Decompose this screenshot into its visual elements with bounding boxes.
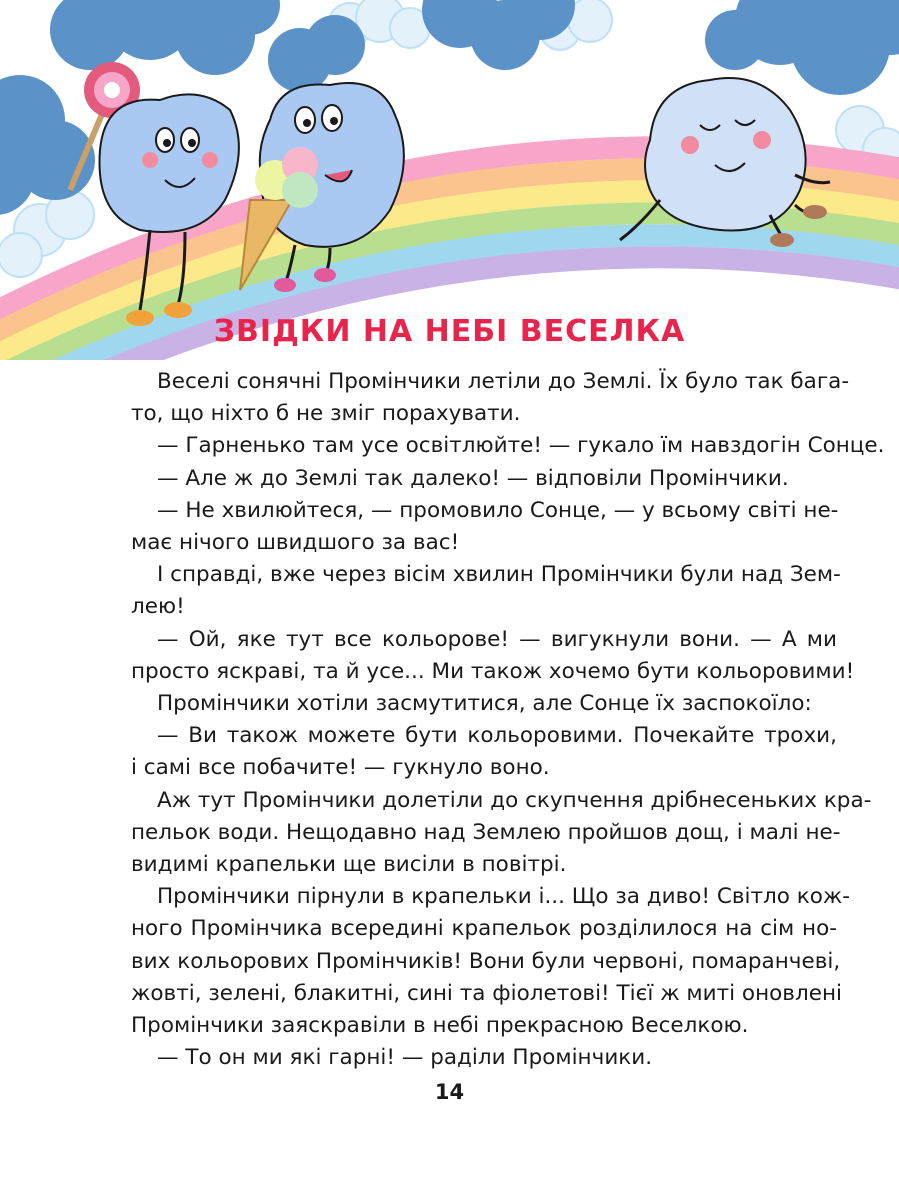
- text-line: жовті, зелені, блакитні, сині та фіолетові! Тієї ж миті оновлені: [131, 980, 842, 1006]
- text-line: і самі все побачите! — гукнуло воно.: [131, 755, 550, 781]
- rainbow-clouds-illustration: [0, 0, 899, 360]
- text-line: просто яскраві, та й усе... Ми також хочемо бути кольоровими!: [131, 658, 855, 684]
- text-line: видимі крапельки ще висіли в повітрі.: [131, 852, 567, 878]
- text-line: ного Промінчика всередині крапельок розділилося на сім но-: [131, 916, 837, 942]
- paragraph: [131, 785, 872, 882]
- text-line: то, що ніхто б не зміг порахувати.: [131, 401, 521, 427]
- paragraph: [131, 430, 885, 462]
- text-line: лею!: [131, 594, 185, 620]
- text-line: Промінчики пірнули в крапельки і... Що за диво! Світло кож-: [157, 884, 851, 910]
- paragraph: [131, 463, 837, 495]
- text-line: — Але ж до Землі так далеко! — відповіли Промінчики.: [157, 465, 789, 491]
- text-line: — Ой, яке тут все кольорове! — вигукнули вони. — А ми: [157, 626, 837, 652]
- paragraph: [131, 688, 837, 720]
- text-line: Промінчики хотіли засмутитися, але Сонце їх заспокоїло:: [157, 691, 812, 717]
- paragraph: [131, 720, 837, 784]
- paragraph: [131, 1042, 837, 1074]
- story-title: ЗВІДКИ НА НЕБІ ВЕСЕЛКА: [213, 314, 686, 349]
- paragraph: [131, 366, 850, 430]
- text-line: — Не хвилюйтеся, — промовило Сонце, — у всьому світі не-: [157, 497, 839, 523]
- story-text: [131, 366, 885, 1074]
- text-line: — Ви також можете бути кольоровими. Почекайте трохи,: [157, 723, 837, 749]
- text-line: Аж тут Промінчики долетіли до скупчення дрібнесеньких кра-: [157, 787, 872, 813]
- paragraph: [131, 559, 841, 623]
- text-line: І справді, вже через вісім хвилин Промінчики були над Зем-: [157, 562, 841, 588]
- text-line: Промінчики заяскравіли в небі прекрасною Веселкою.: [131, 1013, 749, 1039]
- text-line: вих кольорових Промінчиків! Вони були червоні, помаранчеві,: [131, 948, 841, 974]
- paragraph: [131, 495, 837, 559]
- paragraph: [131, 881, 851, 1042]
- text-line: — То он ми які гарні! — раділи Промінчики.: [157, 1045, 653, 1071]
- text-line: має нічого швидшого за вас!: [131, 530, 460, 556]
- text-line: — Гарненько там усе освітлюйте! — гукало їм навздогін Сонце.: [157, 433, 885, 459]
- page-number: 14: [434, 1080, 465, 1104]
- paragraph: [131, 624, 855, 688]
- text-line: Веселі сонячні Промінчики летіли до Землі. Їх було так бага-: [157, 369, 850, 394]
- text-line: пельок води. Нещодавно над Землею пройшов дощ, і малі не-: [131, 819, 841, 845]
